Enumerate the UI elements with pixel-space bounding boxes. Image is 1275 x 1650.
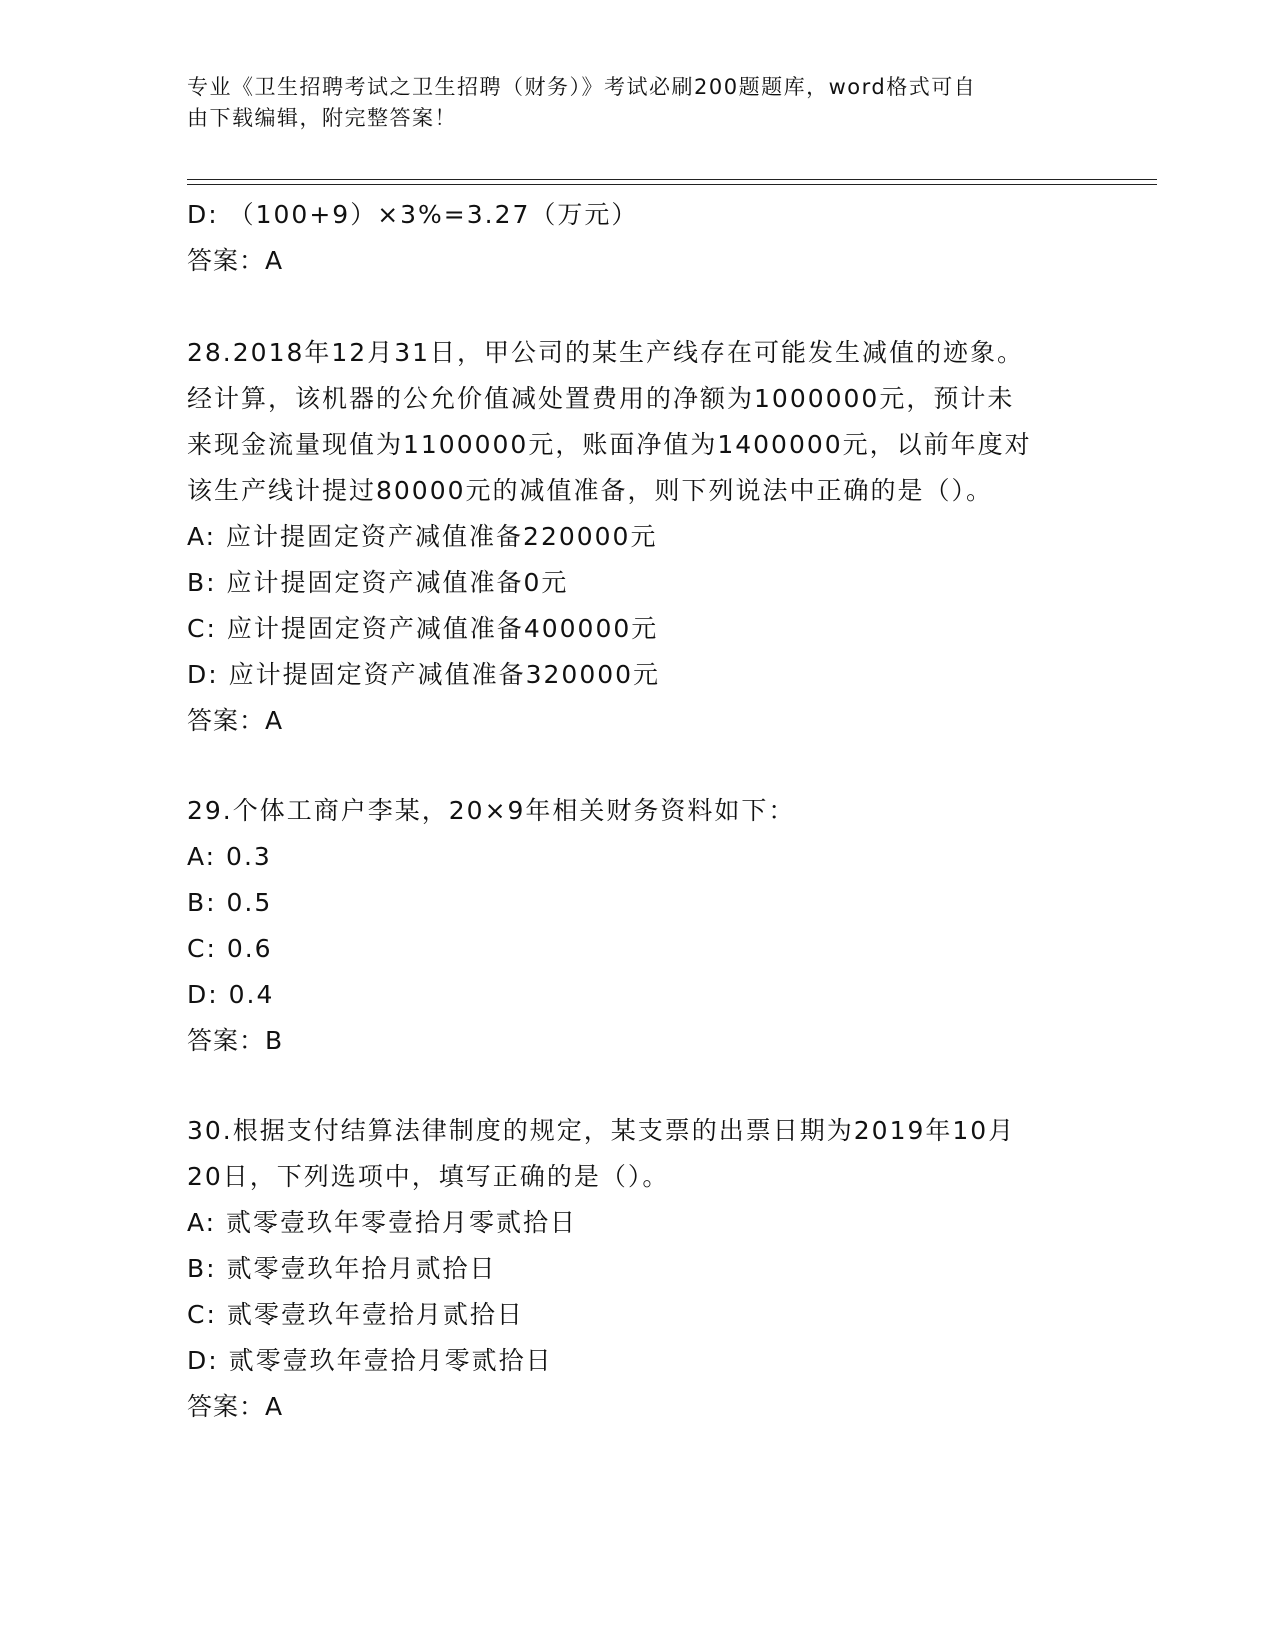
answer-line: 答案：B — [187, 1026, 284, 1055]
option-a: A: 0.3 — [187, 842, 272, 871]
question-28-stem — [187, 330, 1087, 514]
spacer — [187, 284, 1087, 330]
question-line: 来现金流量现值为1100000元，账面净值为1400000元，以前年度对 — [187, 430, 1032, 459]
question-29 — [187, 788, 1087, 1064]
question-line: 28.2018年12月31日，甲公司的某生产线存在可能发生减值的迹象。 — [187, 338, 1025, 367]
option-b: B: 应计提固定资产减值准备0元 — [187, 568, 569, 597]
answer-line: 答案：A — [187, 1392, 284, 1421]
answer-line: 答案：A — [187, 706, 284, 735]
question-line: 30.根据支付结算法律制度的规定，某支票的出票日期为2019年10月 — [187, 1116, 1016, 1145]
option-a: A: 应计提固定资产减值准备220000元 — [187, 522, 658, 551]
option-d: D: （100+9）×3%=3.27（万元） — [187, 200, 639, 229]
option-a: A: 贰零壹玖年零壹拾月零贰拾日 — [187, 1208, 578, 1237]
spacer — [187, 1064, 1087, 1108]
question-28 — [187, 330, 1087, 744]
option-b: B: 0.5 — [187, 888, 273, 917]
header-rule-bottom — [187, 184, 1157, 185]
option-d: D: 贰零壹玖年壹拾月零贰拾日 — [187, 1346, 553, 1375]
header-line-1: 专业《卫生招聘考试之卫生招聘（财务）》考试必刷200题题库，word格式可自 — [187, 75, 977, 99]
question-line: 经计算，该机器的公允价值减处置费用的净额为1000000元，预计未 — [187, 384, 1015, 413]
option-c: C: 0.6 — [187, 934, 273, 963]
header-line-2: 由下载编辑，附完整答案！ — [187, 106, 457, 130]
option-d: D: 0.4 — [187, 980, 275, 1009]
question-line: 该生产线计提过80000元的减值准备，则下列说法中正确的是（）。 — [187, 476, 994, 505]
spacer — [187, 744, 1087, 788]
header-rule-top — [187, 179, 1157, 180]
previous-question-tail — [187, 192, 1087, 284]
option-b: B: 贰零壹玖年拾月贰拾日 — [187, 1254, 497, 1283]
document-body — [187, 192, 1087, 1430]
option-c: C: 应计提固定资产减值准备400000元 — [187, 614, 659, 643]
option-d: D: 应计提固定资产减值准备320000元 — [187, 660, 661, 689]
answer-line: 答案：A — [187, 246, 284, 275]
question-line: 29.个体工商户李某，20×9年相关财务资料如下： — [187, 796, 796, 825]
option-c: C: 贰零壹玖年壹拾月贰拾日 — [187, 1300, 524, 1329]
document-header-note — [187, 72, 1067, 134]
question-line: 20日，下列选项中，填写正确的是（）。 — [187, 1162, 670, 1191]
question-30 — [187, 1108, 1087, 1430]
